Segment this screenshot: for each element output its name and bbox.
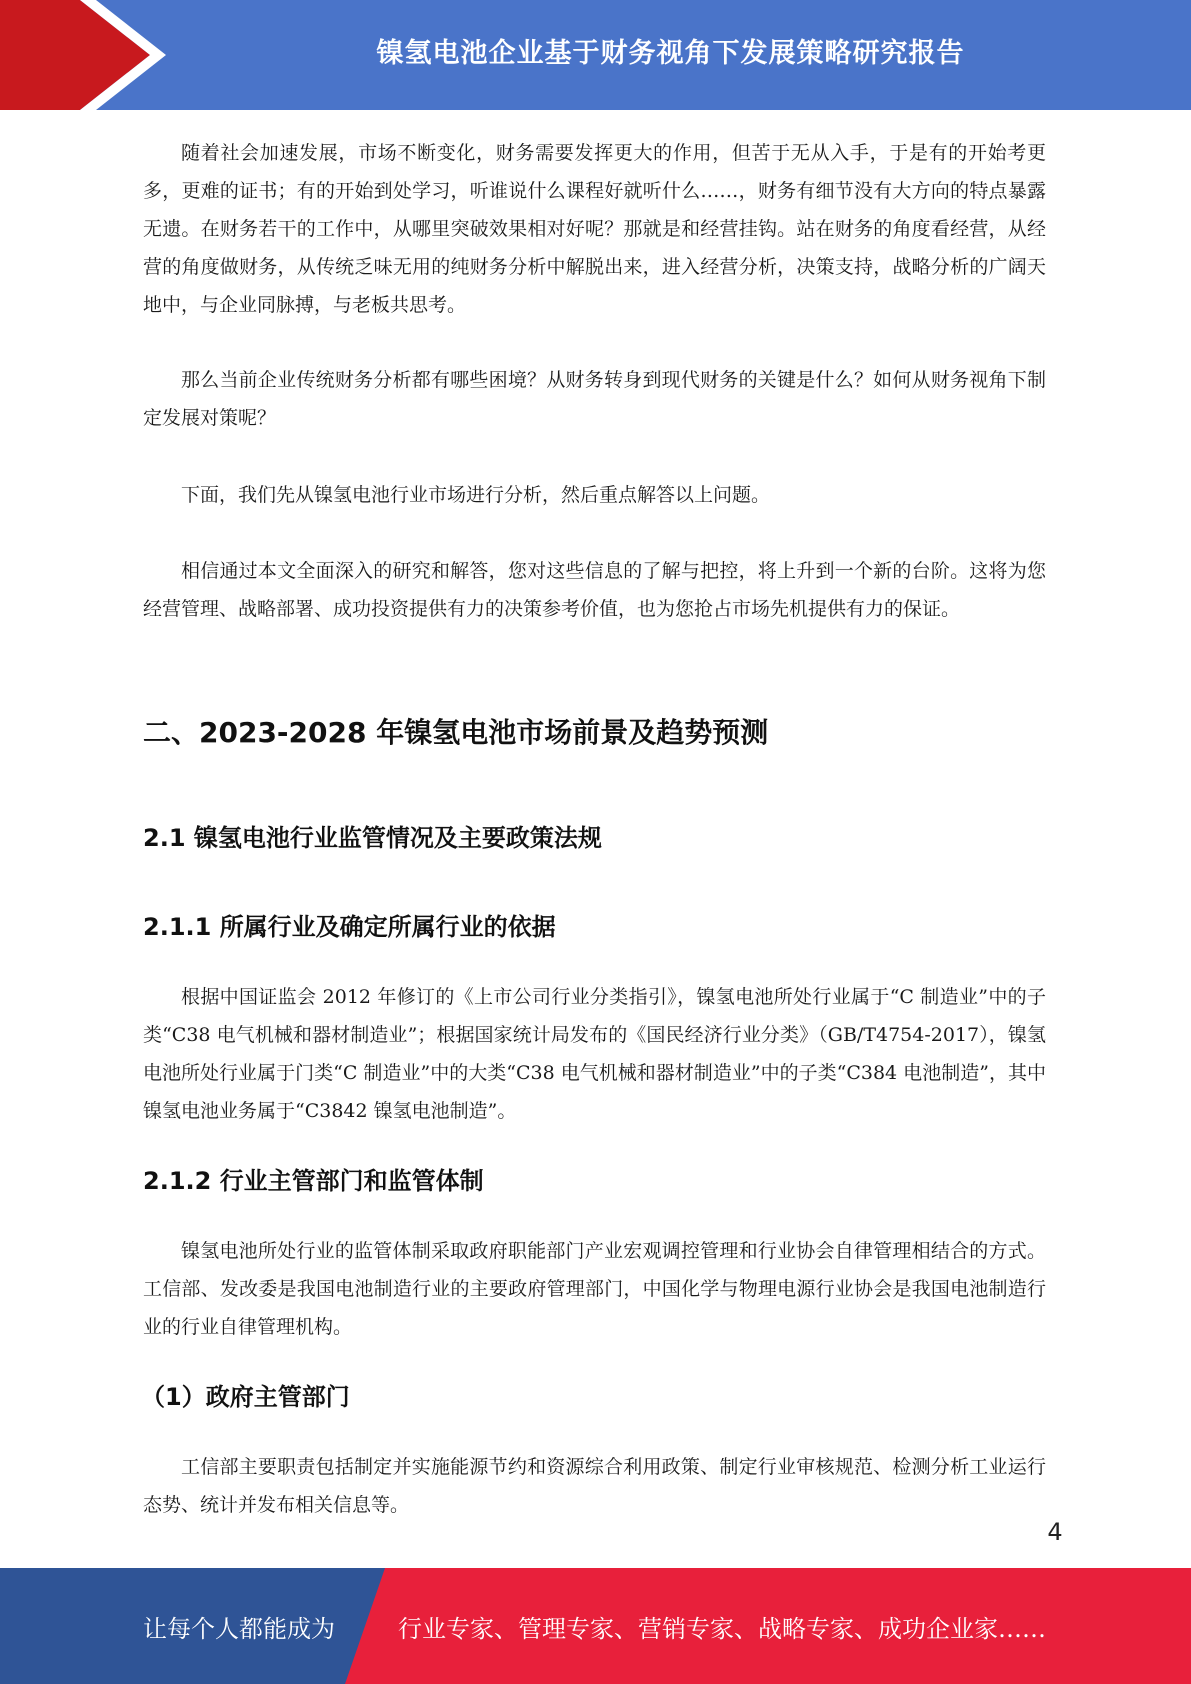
item-body-2-1-2: 镍氢电池所处行业的监管体制采取政府职能部门产业宏观调控管理和行业协会自律管理相结合的方式。工信部、发改委是我国电池制造行业的主要政府管理部门，中国化学与物理电源行业协会是我国电池制造行业的行业自律管理机构。 [143, 1240, 1046, 1338]
intro-paragraph-4: 相信通过本文全面深入的研究和解答，您对这些信息的了解与把控，将上升到一个新的台阶。这将为您经营管理、战略部署、成功投资提供有力的决策参考价值，也为您抢占市场先机提供有力的保证。 [143, 560, 1046, 620]
page-footer [0, 1568, 1191, 1684]
item-heading-2-1-1: 2.1.1 所属行业及确定所属行业的依据 [143, 913, 556, 941]
header-red-block [0, 0, 150, 110]
footer-slogan-right: 行业专家、管理专家、营销专家、战略专家、成功企业家…… [398, 1614, 1046, 1643]
item-body-2-1-1: 根据中国证监会 2012 年修订的《上市公司行业分类指引》，镍氢电池所处行业属于“C 制造业”中的子类“C38 电气机械和器材制造业”；根据国家统计局发布的《国民经济行业分类》（GB/T4754-2017），镍氢电池所处行业属于门类“C 制造业”中的大类“C38 电气机械和器材制造业”中的子类“C384 电池制造”，其中镍氢电池业务属于“C3842 镍氢电池制造”。 [143, 986, 1046, 1122]
item-heading-government: （1）政府主管部门 [141, 1383, 350, 1411]
subsection-heading: 2.1 镍氢电池行业监管情况及主要政策法规 [143, 824, 602, 852]
item-heading-2-1-2: 2.1.2 行业主管部门和监管体制 [143, 1167, 484, 1195]
footer-slogan-left: 让每个人都能成为 [143, 1614, 335, 1643]
intro-paragraph-2: 那么当前企业传统财务分析都有哪些困境？从财务转身到现代财务的关键是什么？如何从财务视角下制定发展对策呢？ [143, 369, 1046, 429]
item-body-government: 工信部主要职责包括制定并实施能源节约和资源综合利用政策、制定行业审核规范、检测分析工业运行态势、统计并发布相关信息等。 [143, 1456, 1046, 1516]
page-header [0, 0, 1191, 110]
section-heading: 二、2023-2028 年镍氢电池市场前景及趋势预测 [143, 716, 769, 749]
page-number: 4 [1047, 1518, 1063, 1546]
intro-paragraph-3: 下面，我们先从镍氢电池行业市场进行分析，然后重点解答以上问题。 [181, 484, 771, 506]
intro-paragraph-1: 随着社会加速发展，市场不断变化，财务需要发挥更大的作用，但苦于无从入手，于是有的开始考更多，更难的证书；有的开始到处学习，听谁说什么课程好就听什么……，财务有细节没有大方向的特点暴露无遗。在财务若干的工作中，从哪里突破效果相对好呢？那就是和经营挂钩。站在财务的角度看经营，从经营的角度做财务，从传统乏味无用的纯财务分析中解脱出来，进入经营分析，决策支持，战略分析的广阔天地中，与企业同脉搏，与老板共思考。 [143, 142, 1046, 316]
header-title: 镍氢电池企业基于财务视角下发展策略研究报告 [376, 37, 965, 69]
